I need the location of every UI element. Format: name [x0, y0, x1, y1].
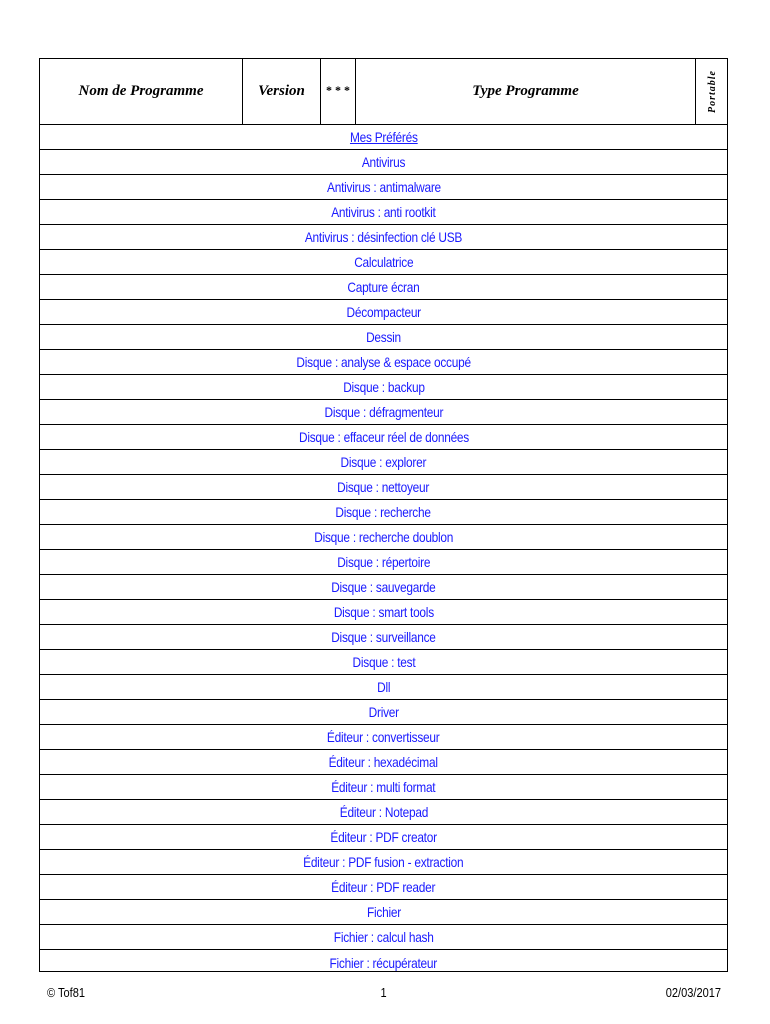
category-row[interactable]	[40, 225, 727, 250]
header-portable-label: Portable	[707, 70, 718, 113]
category-label[interactable]: Éditeur : Notepad	[339, 804, 428, 820]
category-label[interactable]: Disque : nettoyeur	[337, 479, 430, 495]
header-nom-programme: Nom de Programme	[40, 59, 243, 124]
favorites-link-row[interactable]	[40, 125, 727, 150]
page-footer	[0, 985, 770, 1005]
category-label[interactable]: Éditeur : PDF creator	[330, 829, 437, 845]
header-type-programme: Type Programme	[356, 59, 696, 124]
category-label[interactable]: Dessin	[366, 329, 401, 345]
category-row[interactable]	[40, 275, 727, 300]
category-label[interactable]: Éditeur : PDF fusion - extraction	[303, 854, 464, 870]
program-table	[39, 58, 728, 972]
header-rating-stars: * * *	[321, 59, 356, 124]
category-label[interactable]: Disque : analyse & espace occupé	[296, 354, 471, 370]
category-label[interactable]: Fichier	[366, 904, 401, 920]
category-label[interactable]: Décompacteur	[346, 304, 421, 320]
category-row[interactable]	[40, 750, 727, 775]
category-row[interactable]	[40, 600, 727, 625]
category-row[interactable]	[40, 675, 727, 700]
category-row[interactable]	[40, 875, 727, 900]
category-row[interactable]	[40, 525, 727, 550]
category-label[interactable]: Antivirus	[361, 154, 406, 170]
category-label[interactable]: Disque : test	[352, 654, 415, 670]
category-row[interactable]	[40, 850, 727, 875]
category-label[interactable]: Antivirus : désinfection clé USB	[304, 229, 463, 245]
category-label[interactable]: Disque : défragmenteur	[324, 404, 443, 420]
category-row[interactable]	[40, 400, 727, 425]
category-row[interactable]	[40, 475, 727, 500]
category-row[interactable]	[40, 650, 727, 675]
category-label[interactable]: Disque : surveillance	[331, 629, 436, 645]
footer-page-number: 1	[380, 985, 387, 1000]
category-list	[40, 125, 727, 975]
category-label[interactable]: Dll	[376, 679, 391, 695]
category-label[interactable]: Antivirus : antimalware	[326, 179, 441, 195]
category-row[interactable]	[40, 375, 727, 400]
category-label[interactable]: Fichier : calcul hash	[333, 929, 434, 945]
category-label[interactable]: Capture écran	[347, 279, 420, 295]
category-label[interactable]: Disque : répertoire	[336, 554, 431, 570]
footer-date: 02/03/2017	[665, 985, 721, 1000]
category-row[interactable]	[40, 625, 727, 650]
category-row[interactable]	[40, 325, 727, 350]
category-label[interactable]: Disque : explorer	[340, 454, 427, 470]
header-portable	[696, 59, 729, 124]
category-row[interactable]	[40, 200, 727, 225]
category-row[interactable]	[40, 175, 727, 200]
category-row[interactable]	[40, 500, 727, 525]
category-row[interactable]	[40, 725, 727, 750]
category-label[interactable]: Éditeur : PDF reader	[331, 879, 436, 895]
category-row[interactable]	[40, 250, 727, 275]
category-label[interactable]: Disque : backup	[342, 379, 425, 395]
category-label[interactable]: Fichier : récupérateur	[329, 954, 438, 971]
category-row[interactable]	[40, 900, 727, 925]
category-row[interactable]	[40, 775, 727, 800]
category-label[interactable]: Éditeur : convertisseur	[327, 729, 440, 745]
header-version: Version	[243, 59, 321, 124]
category-row[interactable]	[40, 425, 727, 450]
category-row[interactable]	[40, 550, 727, 575]
category-label[interactable]: Mes Préférés	[349, 129, 418, 145]
category-label[interactable]: Disque : effaceur réel de données	[298, 429, 469, 445]
category-label[interactable]: Disque : smart tools	[333, 604, 434, 620]
category-row[interactable]	[40, 700, 727, 725]
category-row[interactable]	[40, 950, 727, 975]
category-label[interactable]: Éditeur : hexadécimal	[328, 754, 439, 770]
category-label[interactable]: Disque : recherche doublon	[314, 529, 453, 545]
category-row[interactable]	[40, 575, 727, 600]
category-label[interactable]: Éditeur : multi format	[331, 779, 436, 795]
category-row[interactable]	[40, 925, 727, 950]
category-row[interactable]	[40, 300, 727, 325]
category-label[interactable]: Driver	[368, 704, 399, 720]
footer-copyright: © Tof81	[47, 985, 86, 1000]
category-row[interactable]	[40, 150, 727, 175]
category-row[interactable]	[40, 450, 727, 475]
category-label[interactable]: Disque : sauvegarde	[331, 579, 436, 595]
category-row[interactable]	[40, 825, 727, 850]
category-label[interactable]: Disque : recherche	[335, 504, 432, 520]
category-label[interactable]: Calculatrice	[353, 254, 414, 270]
category-row[interactable]	[40, 350, 727, 375]
category-row[interactable]	[40, 800, 727, 825]
table-header	[40, 59, 727, 125]
category-label[interactable]: Antivirus : anti rootkit	[331, 204, 436, 220]
